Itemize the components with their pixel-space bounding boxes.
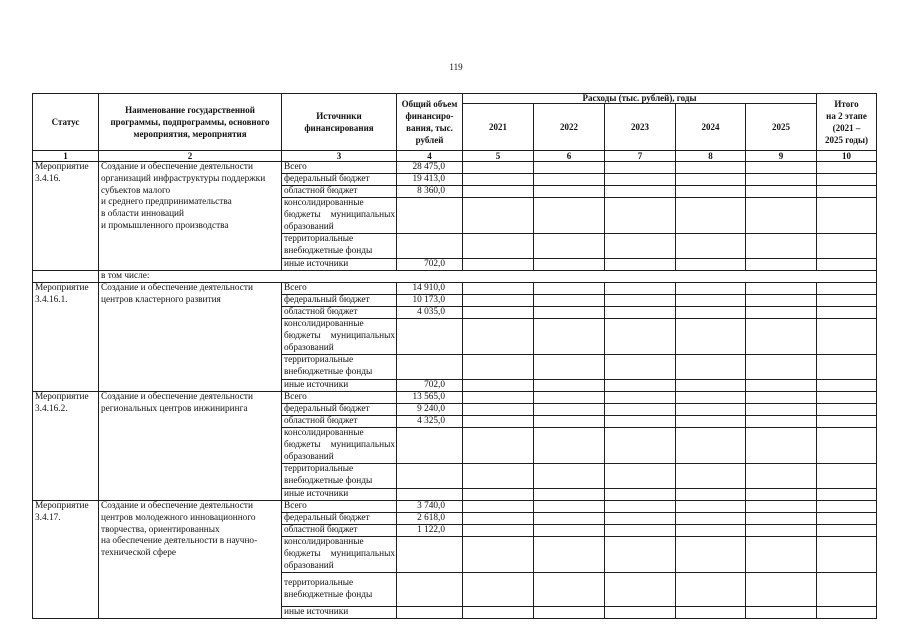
total-amount: 9 240,0 <box>397 403 463 415</box>
amount-2021-cell <box>463 524 534 536</box>
amount-2021-cell <box>463 488 534 500</box>
amount-2021-cell <box>463 500 534 512</box>
amount-2022-cell <box>534 391 605 403</box>
amount-2023-cell <box>605 500 676 512</box>
column-number: 7 <box>605 151 676 162</box>
total-amount <box>397 607 463 619</box>
amount-2021-cell <box>463 294 534 306</box>
amount-2022-cell <box>534 536 605 572</box>
amount-2022-cell <box>534 403 605 415</box>
amount-2025-cell <box>746 379 817 391</box>
amount-2023-cell <box>605 415 676 427</box>
amount-2025-cell <box>746 282 817 294</box>
amount-2024-cell <box>676 512 746 524</box>
total-amount: 4 035,0 <box>397 306 463 318</box>
amount-2023-cell <box>605 162 676 174</box>
amount-2024-cell <box>676 403 746 415</box>
source-label: территориальные внебюджетные фонды <box>282 355 397 380</box>
source-label: Всего <box>282 500 397 512</box>
amount-2024-cell <box>676 198 746 234</box>
amount-2021-cell <box>463 536 534 572</box>
amount-2023-cell <box>605 306 676 318</box>
total-amount: 3 740,0 <box>397 500 463 512</box>
header-funding-sources: Источники финансирования <box>282 94 397 151</box>
source-label: Всего <box>282 391 397 403</box>
amount-2024-cell <box>676 258 746 270</box>
note-row <box>33 270 877 282</box>
amount-2021-cell <box>463 234 534 259</box>
amount-2022-cell <box>534 379 605 391</box>
amount-2021-cell <box>463 198 534 234</box>
column-number: 1 <box>33 151 99 162</box>
amount-2022-cell <box>534 306 605 318</box>
source-label: иные источники <box>282 488 397 500</box>
source-label: федеральный бюджет <box>282 174 397 186</box>
stage-total-cell <box>817 500 877 512</box>
note-text: в том числе: <box>99 270 877 282</box>
amount-2025-cell <box>746 403 817 415</box>
amount-2024-cell <box>676 174 746 186</box>
amount-2024-cell <box>676 607 746 619</box>
total-amount <box>397 355 463 380</box>
amount-2023-cell <box>605 391 676 403</box>
amount-2021-cell <box>463 464 534 489</box>
source-label: областной бюджет <box>282 415 397 427</box>
stage-total-cell <box>817 512 877 524</box>
stage-total-cell <box>817 306 877 318</box>
amount-2025-cell <box>746 524 817 536</box>
total-amount: 2 618,0 <box>397 512 463 524</box>
total-amount <box>397 536 463 572</box>
amount-2025-cell <box>746 391 817 403</box>
amount-2024-cell <box>676 186 746 198</box>
total-amount <box>397 573 463 607</box>
stage-total-cell <box>817 355 877 380</box>
stage-total-cell <box>817 198 877 234</box>
amount-2025-cell <box>746 512 817 524</box>
budget-table <box>32 93 877 619</box>
total-amount: 702,0 <box>397 258 463 270</box>
header-year: 2021 <box>463 104 534 151</box>
source-label: консолидированные бюджеты муниципальных образований <box>282 318 397 354</box>
source-label: областной бюджет <box>282 306 397 318</box>
amount-2021-cell <box>463 573 534 607</box>
source-label: территориальные внебюджетные фонды <box>282 573 397 607</box>
amount-2024-cell <box>676 536 746 572</box>
column-number: 3 <box>282 151 397 162</box>
source-label: территориальные внебюджетные фонды <box>282 234 397 259</box>
source-row <box>33 282 877 294</box>
amount-2025-cell <box>746 607 817 619</box>
amount-2023-cell <box>605 198 676 234</box>
amount-2022-cell <box>534 607 605 619</box>
amount-2024-cell <box>676 573 746 607</box>
source-label: консолидированные бюджеты муниципальных образований <box>282 536 397 572</box>
header-year: 2025 <box>746 104 817 151</box>
amount-2024-cell <box>676 282 746 294</box>
amount-2025-cell <box>746 318 817 354</box>
total-amount: 14 910,0 <box>397 282 463 294</box>
amount-2024-cell <box>676 391 746 403</box>
total-amount: 19 413,0 <box>397 174 463 186</box>
header-status: Статус <box>33 94 99 151</box>
header-year: 2022 <box>534 104 605 151</box>
header-row <box>33 94 877 104</box>
amount-2022-cell <box>534 234 605 259</box>
column-number: 9 <box>746 151 817 162</box>
amount-2022-cell <box>534 512 605 524</box>
total-amount: 4 325,0 <box>397 415 463 427</box>
amount-2022-cell <box>534 464 605 489</box>
stage-total-cell <box>817 427 877 463</box>
amount-2023-cell <box>605 234 676 259</box>
amount-2022-cell <box>534 415 605 427</box>
amount-2022-cell <box>534 427 605 463</box>
activity-name-cell: Создание и обеспечение деятельности региональных центров инжиниринга <box>99 391 282 500</box>
amount-2023-cell <box>605 282 676 294</box>
page-number: 119 <box>449 62 463 72</box>
source-label: иные источники <box>282 607 397 619</box>
amount-2025-cell <box>746 306 817 318</box>
amount-2021-cell <box>463 306 534 318</box>
amount-2025-cell <box>746 488 817 500</box>
amount-2021-cell <box>463 186 534 198</box>
source-label: иные источники <box>282 258 397 270</box>
column-number: 8 <box>676 151 746 162</box>
amount-2023-cell <box>605 258 676 270</box>
amount-2022-cell <box>534 174 605 186</box>
amount-2025-cell <box>746 536 817 572</box>
amount-2021-cell <box>463 258 534 270</box>
stage-total-cell <box>817 607 877 619</box>
total-amount: 8 360,0 <box>397 186 463 198</box>
column-number: 5 <box>463 151 534 162</box>
source-label: областной бюджет <box>282 186 397 198</box>
column-numbers-row <box>33 151 877 162</box>
stage-total-cell <box>817 294 877 306</box>
amount-2022-cell <box>534 573 605 607</box>
amount-2021-cell <box>463 391 534 403</box>
amount-2024-cell <box>676 524 746 536</box>
source-label: федеральный бюджет <box>282 403 397 415</box>
amount-2023-cell <box>605 318 676 354</box>
stage-total-cell <box>817 174 877 186</box>
amount-2021-cell <box>463 174 534 186</box>
source-label: консолидированные бюджеты муниципальных образований <box>282 198 397 234</box>
amount-2023-cell <box>605 186 676 198</box>
amount-2021-cell <box>463 512 534 524</box>
header-stage-total: Итого на 2 этапе (2021 – 2025 годы) <box>817 94 877 151</box>
amount-2022-cell <box>534 488 605 500</box>
amount-2021-cell <box>463 318 534 354</box>
amount-2021-cell <box>463 355 534 380</box>
source-row <box>33 162 877 174</box>
stage-total-cell <box>817 162 877 174</box>
amount-2024-cell <box>676 500 746 512</box>
total-amount <box>397 318 463 354</box>
activity-name-cell: Создание и обеспечение деятельности центров молодежного инновационного творчества, ориентированных на обеспечение деятельности в научно- технической сфере <box>99 500 282 618</box>
source-label: иные источники <box>282 379 397 391</box>
amount-2025-cell <box>746 186 817 198</box>
amount-2021-cell <box>463 282 534 294</box>
stage-total-cell <box>817 391 877 403</box>
total-amount <box>397 427 463 463</box>
amount-2022-cell <box>534 162 605 174</box>
amount-2023-cell <box>605 403 676 415</box>
amount-2024-cell <box>676 306 746 318</box>
amount-2021-cell <box>463 427 534 463</box>
stage-total-cell <box>817 573 877 607</box>
total-amount: 1 122,0 <box>397 524 463 536</box>
amount-2023-cell <box>605 464 676 489</box>
amount-2022-cell <box>534 524 605 536</box>
header-total-amount: Общий объем финансиро- вания, тыс. рублей <box>397 94 463 151</box>
amount-2021-cell <box>463 607 534 619</box>
amount-2022-cell <box>534 258 605 270</box>
stage-total-cell <box>817 258 877 270</box>
amount-2024-cell <box>676 355 746 380</box>
stage-total-cell <box>817 234 877 259</box>
source-label: областной бюджет <box>282 524 397 536</box>
amount-2024-cell <box>676 162 746 174</box>
amount-2022-cell <box>534 186 605 198</box>
amount-2022-cell <box>534 500 605 512</box>
amount-2021-cell <box>463 379 534 391</box>
amount-2025-cell <box>746 415 817 427</box>
amount-2021-cell <box>463 403 534 415</box>
source-label: территориальные внебюджетные фонды <box>282 464 397 489</box>
source-label: консолидированные бюджеты муниципальных образований <box>282 427 397 463</box>
table-body <box>33 162 877 619</box>
total-amount <box>397 488 463 500</box>
stage-total-cell <box>817 403 877 415</box>
stage-total-cell <box>817 415 877 427</box>
stage-total-cell <box>817 379 877 391</box>
amount-2023-cell <box>605 294 676 306</box>
source-row <box>33 500 877 512</box>
amount-2025-cell <box>746 198 817 234</box>
amount-2024-cell <box>676 427 746 463</box>
amount-2025-cell <box>746 294 817 306</box>
amount-2025-cell <box>746 234 817 259</box>
status-cell: Мероприятие 3.4.16.1. <box>33 282 99 391</box>
header-activity-name: Наименование государственной программы, подпрограммы, основного мероприятия, мероприятия <box>99 94 282 151</box>
amount-2023-cell <box>605 607 676 619</box>
header-year: 2023 <box>605 104 676 151</box>
amount-2025-cell <box>746 355 817 380</box>
amount-2022-cell <box>534 198 605 234</box>
column-number: 6 <box>534 151 605 162</box>
total-amount: 702,0 <box>397 379 463 391</box>
amount-2025-cell <box>746 573 817 607</box>
source-row <box>33 391 877 403</box>
amount-2025-cell <box>746 258 817 270</box>
stage-total-cell <box>817 524 877 536</box>
stage-total-cell <box>817 282 877 294</box>
amount-2022-cell <box>534 282 605 294</box>
amount-2022-cell <box>534 318 605 354</box>
total-amount <box>397 464 463 489</box>
total-amount <box>397 234 463 259</box>
amount-2023-cell <box>605 488 676 500</box>
status-cell: Мероприятие 3.4.17. <box>33 500 99 618</box>
stage-total-cell <box>817 186 877 198</box>
amount-2024-cell <box>676 464 746 489</box>
status-cell: Мероприятие 3.4.16.2. <box>33 391 99 500</box>
amount-2025-cell <box>746 500 817 512</box>
total-amount: 10 173,0 <box>397 294 463 306</box>
amount-2023-cell <box>605 355 676 380</box>
source-label: Всего <box>282 282 397 294</box>
total-amount: 28 475,0 <box>397 162 463 174</box>
amount-2023-cell <box>605 512 676 524</box>
table-header <box>33 94 877 162</box>
stage-total-cell <box>817 488 877 500</box>
source-label: федеральный бюджет <box>282 294 397 306</box>
activity-name-cell: Создание и обеспечение деятельности центров кластерного развития <box>99 282 282 391</box>
amount-2023-cell <box>605 573 676 607</box>
amount-2025-cell <box>746 427 817 463</box>
amount-2023-cell <box>605 174 676 186</box>
amount-2024-cell <box>676 318 746 354</box>
amount-2022-cell <box>534 294 605 306</box>
total-amount: 13 565,0 <box>397 391 463 403</box>
activity-name-cell: Создание и обеспечение деятельности организаций инфраструктуры поддержки субъектов малого и среднего предпринимательства в области инноваций и промышленного производства <box>99 162 282 271</box>
column-number: 4 <box>397 151 463 162</box>
source-label: федеральный бюджет <box>282 512 397 524</box>
status-cell-empty <box>33 270 99 282</box>
total-amount <box>397 198 463 234</box>
amount-2025-cell <box>746 162 817 174</box>
stage-total-cell <box>817 464 877 489</box>
stage-total-cell <box>817 536 877 572</box>
amount-2023-cell <box>605 379 676 391</box>
amount-2023-cell <box>605 524 676 536</box>
column-number: 10 <box>817 151 877 162</box>
amount-2024-cell <box>676 488 746 500</box>
header-year: 2024 <box>676 104 746 151</box>
amount-2024-cell <box>676 379 746 391</box>
amount-2024-cell <box>676 415 746 427</box>
amount-2024-cell <box>676 234 746 259</box>
source-label: Всего <box>282 162 397 174</box>
amount-2023-cell <box>605 427 676 463</box>
amount-2022-cell <box>534 355 605 380</box>
header-expenses: Расходы (тыс. рублей), годы <box>463 94 817 104</box>
amount-2024-cell <box>676 294 746 306</box>
amount-2021-cell <box>463 162 534 174</box>
amount-2025-cell <box>746 464 817 489</box>
column-number: 2 <box>99 151 282 162</box>
stage-total-cell <box>817 318 877 354</box>
amount-2023-cell <box>605 536 676 572</box>
amount-2025-cell <box>746 174 817 186</box>
amount-2021-cell <box>463 415 534 427</box>
status-cell: Мероприятие 3.4.16. <box>33 162 99 271</box>
